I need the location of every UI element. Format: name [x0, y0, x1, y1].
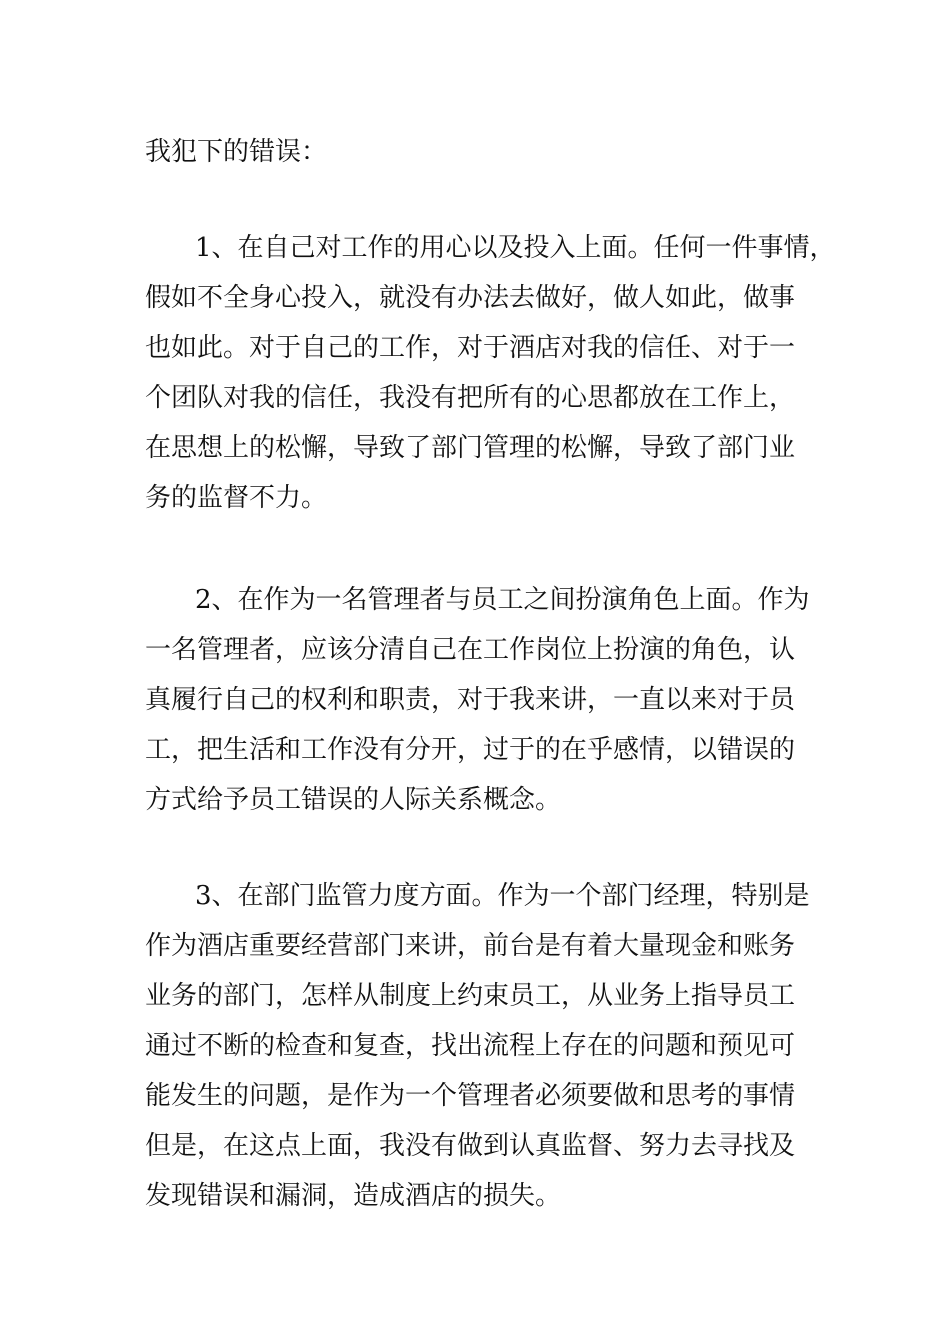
paragraph-line: 务的监督不力。	[145, 483, 328, 513]
paragraph-line: 发现错误和漏洞，造成酒店的损失。	[145, 1181, 562, 1211]
paragraph-line: 3、在部门监管力度方面。作为一个部门经理，特别是	[195, 881, 810, 911]
paragraph-line: 工，把生活和工作没有分开，过于的在乎感情，以错误的	[145, 735, 796, 765]
paragraph-line: 1、在自己对工作的用心以及投入上面。任何一件事情，	[195, 233, 836, 263]
paragraph-line: 也如此。对于自己的工作，对于酒店对我的信任、对于一	[145, 333, 796, 363]
paragraph-line: 业务的部门，怎样从制度上约束员工，从业务上指导员工	[145, 981, 796, 1011]
paragraph-line: 能发生的问题，是作为一个管理者必须要做和思考的事情	[145, 1081, 796, 1111]
paragraph-line: 方式给予员工错误的人际关系概念。	[145, 785, 562, 815]
paragraph-line: 作为酒店重要经营部门来讲，前台是有着大量现金和账务	[145, 931, 796, 961]
paragraph-line: 一名管理者，应该分清自己在工作岗位上扮演的角色，认	[145, 635, 796, 665]
paragraph-line: 真履行自己的权利和职责，对于我来讲，一直以来对于员	[145, 685, 796, 715]
paragraph-line: 在思想上的松懈，导致了部门管理的松懈，导致了部门业	[145, 433, 796, 463]
paragraph-line: 个团队对我的信任，我没有把所有的心思都放在工作上，	[145, 383, 796, 413]
paragraph-line: 通过不断的检查和复查，找出流程上存在的问题和预见可	[145, 1031, 796, 1061]
document-heading: 我犯下的错误：	[145, 137, 328, 167]
paragraph-line: 假如不全身心投入，就没有办法去做好，做人如此，做事	[145, 283, 796, 313]
paragraph-line: 但是，在这点上面，我没有做到认真监督、努力去寻找及	[145, 1131, 796, 1161]
paragraph-line: 2、在作为一名管理者与员工之间扮演角色上面。作为	[195, 585, 810, 615]
